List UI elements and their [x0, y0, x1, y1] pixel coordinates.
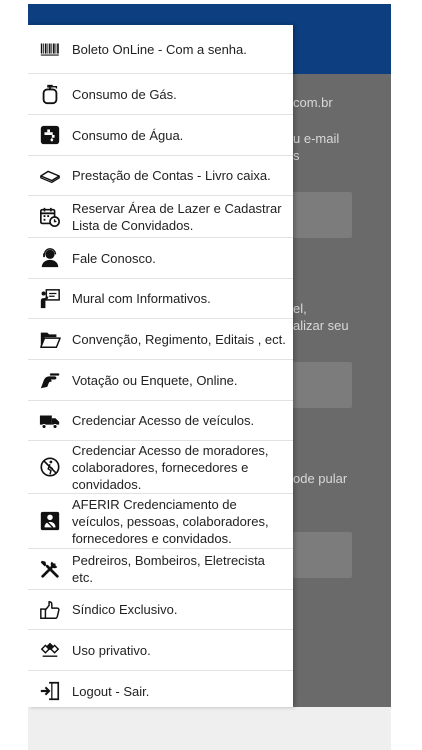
open-book-icon [28, 165, 72, 187]
menu-item-service-providers[interactable] [28, 549, 293, 590]
menu-item-label: Uso privativo. [72, 642, 151, 658]
bottom-area [28, 707, 391, 750]
menu-item-gas-consumption[interactable] [28, 74, 293, 115]
gas-cylinder-icon [28, 83, 72, 105]
thumbs-up-icon [28, 599, 72, 621]
background-text: el, [293, 301, 307, 316]
no-pedestrian-icon [28, 456, 72, 478]
menu-item-bulletin-board[interactable] [28, 279, 293, 319]
app-screen [28, 4, 391, 750]
calendar-clock-icon [28, 206, 72, 228]
background-text: com.br [293, 95, 333, 110]
menu-item-label: Credenciar Acesso de veículos. [72, 413, 255, 428]
menu-item-water-consumption[interactable] [28, 115, 293, 156]
background-text: u e-mail [293, 131, 340, 146]
menu-item-people-access[interactable] [28, 441, 293, 494]
menu-item-label: Síndico Exclusivo. [72, 602, 178, 617]
menu-item-vehicle-access[interactable] [28, 401, 293, 441]
menu-item-online-voting[interactable] [28, 360, 293, 401]
menu-item-label: AFERIR Credenciamento de veículos, pessoas, colaboradores, fornecedores e convidados. [72, 496, 269, 546]
menu-item-private-use[interactable] [28, 630, 293, 671]
pointing-hand-icon [28, 369, 72, 391]
menu-item-label: Reservar Área de Lazer e Cadastrar Lista de Convidados. [72, 200, 282, 233]
background-text: s [293, 148, 300, 163]
menu-item-label: Logout - Sair. [72, 683, 150, 699]
menu-item-boleto-online[interactable] [28, 25, 293, 74]
id-badge-icon [28, 510, 72, 532]
support-agent-icon [28, 247, 72, 269]
background-button [290, 362, 352, 408]
menu-item-accounts[interactable] [28, 156, 293, 196]
menu-item-label: Prestação de Contas - Livro caixa. [72, 168, 271, 183]
truck-icon [28, 410, 72, 432]
menu-item-contact-us[interactable] [28, 238, 293, 279]
menu-item-label: Pedreiros, Bombeiros, Eletrecista etc. [72, 553, 265, 585]
menu-item-convention-rules[interactable] [28, 319, 293, 360]
menu-item-label: Credenciar Acesso de moradores, colaboradores, fornecedores e convidados. [72, 442, 269, 492]
menu-item-label: Fale Conosco. [72, 250, 156, 266]
menu-item-label: Boleto OnLine - Com a senha. [72, 41, 247, 57]
menu-item-logout[interactable] [28, 671, 293, 711]
menu-item-exclusive-manager[interactable] [28, 590, 293, 630]
background-text: ode pular [293, 471, 348, 486]
background-button [290, 192, 352, 238]
background-button [290, 532, 352, 578]
menu-item-label: Votação ou Enquete, Online. [72, 372, 238, 388]
drawer-menu [28, 25, 293, 711]
menu-item-label: Mural com Informativos. [72, 291, 211, 306]
menu-item-label: Consumo de Água. [72, 127, 184, 143]
menu-item-label: Convenção, Regimento, Editais , ect. [72, 331, 286, 347]
open-folder-icon [28, 328, 72, 350]
navigation-drawer [28, 25, 293, 707]
menu-item-label: Consumo de Gás. [72, 86, 177, 102]
logout-door-icon [28, 680, 72, 702]
menu-item-verify-credentials[interactable] [28, 494, 293, 549]
bank-logo-icon [28, 639, 72, 661]
barcode-icon [28, 38, 72, 60]
water-faucet-icon [28, 124, 72, 146]
presentation-board-icon [28, 288, 72, 310]
menu-item-reserve-leisure-area[interactable] [28, 196, 293, 238]
tools-icon [28, 558, 72, 580]
background-text: alizar seu [293, 318, 349, 333]
